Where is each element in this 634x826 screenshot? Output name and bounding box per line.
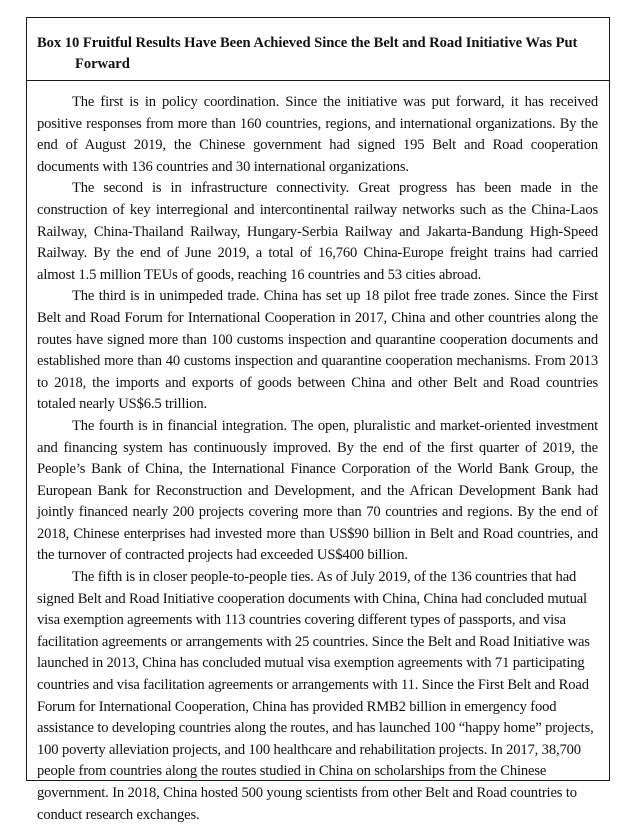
box-body xyxy=(27,81,609,826)
paragraph-infrastructure-connectivity: The second is in infrastructure connectivity. Great progress has been made in the construction of key interregional and intercontinental railway networks such as the China-Laos Railway, China-Thailand Railway, Hungary-Serbia Railway and Jakarta-Bandung High-Speed Railway. By the end of June 2019, a total of 16,760 China-Europe freight trains had carried almost 1.5 million TEUs of goods, reaching 16 countries and 53 cities abroad. xyxy=(37,180,598,283)
box-header xyxy=(27,18,609,81)
paragraph-unimpeded-trade: The third is in unimpeded trade. China has set up 18 pilot free trade zones. Since the First Belt and Road Forum for International Cooperation in 2017, China and other countries along the routes have signed more than 100 customs inspection and quarantine cooperation documents and established more than 40 customs inspection and quarantine cooperation mechanisms. From 2013 to 2018, the imports and exports of goods between China and other Belt and Road countries totaled nearly US$6.5 trillion. xyxy=(37,288,598,413)
paragraph-people-to-people-ties: The fifth is in closer people-to-people ties. As of July 2019, of the 136 countries that had signed Belt and Road Initiative cooperation documents with China, China had concluded mutual visa exemption agreements with 113 countries covering different types of passports, and visa facilitation agreements or arrangements with 25 countries. Since the Belt and Road Initiative was launched in 2013, China has concluded mutual visa exemption agreements with 71 participating countries and visa facilitation agreements or arrangements with 11. Since the First Belt and Road Forum for International Cooperation, China has provided RMB2 billion in emergency food assistance to developing countries along the routes, and has launched 100 “happy home” projects, 100 poverty alleviation projects, and 100 healthcare and rehabilitation projects. In 2017, 38,700 people from countries along the routes studied in China on scholarships from the Chinese government. In 2018, China hosted 500 young scientists from other Belt and Road countries to conduct research exchanges. xyxy=(37,569,594,823)
paragraph-policy-coordination: The first is in policy coordination. Since the initiative was put forward, it has received positive responses from more than 160 countries, regions, and international organizations. By the end of August 2019, the Chinese government had signed 195 Belt and Road cooperation documents with 136 countries and 30 international organizations. xyxy=(37,94,598,175)
box-title: Box 10 Fruitful Results Have Been Achieved Since the Belt and Road Initiative Was Put Forward xyxy=(37,35,578,72)
text-box xyxy=(26,17,610,823)
paragraph-financial-integration: The fourth is in financial integration. The open, pluralistic and market-oriented investment and financing system has continuously improved. By the end of the first quarter of 2019, the People’s Bank of China, the International Finance Corporation of the World Bank Group, the European Bank for Reconstruction and Development, and the African Development Bank had jointly financed nearly 200 projects covering more than 70 countries and regions. By the end of 2018, Chinese enterprises had invested more than US$90 billion in Belt and Road countries, and the turnover of contracted projects had exceeded US$400 billion. xyxy=(37,417,598,564)
